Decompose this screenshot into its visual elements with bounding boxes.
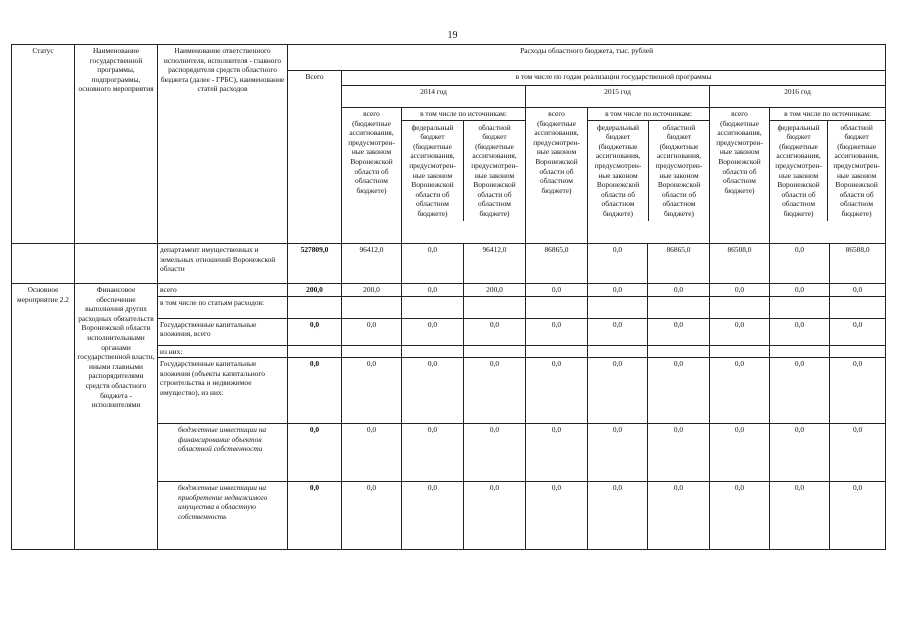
cell-value: 0,0 xyxy=(770,424,830,482)
cell-value: 0,0 xyxy=(288,482,342,550)
cell-value: 0,0 xyxy=(710,424,770,482)
cell-value: 0,0 xyxy=(402,424,464,482)
cell-value: 0,0 xyxy=(288,424,342,482)
cell-value: 86508,0 xyxy=(830,244,886,284)
cell-value: 0,0 xyxy=(526,318,588,345)
cell-value: 0,0 xyxy=(526,284,588,297)
row-label: в том числе по статьям расходов: xyxy=(158,296,288,318)
cell-value: 96412,0 xyxy=(464,244,526,284)
cell-value: 0,0 xyxy=(710,482,770,550)
row-label: бюджетные инвестиции на финансирование объектов областной собственности xyxy=(158,424,288,482)
header-expenses: Расходы областного бюджета, тыс. рублей xyxy=(288,45,886,71)
header-year-2015: 2015 год xyxy=(526,86,710,108)
header-total: Всего xyxy=(288,71,342,244)
cell-value: 96412,0 xyxy=(342,244,402,284)
row-label: всего xyxy=(158,284,288,297)
header-sources: в том числе по источникам: xyxy=(770,108,885,121)
cell-value: 0,0 xyxy=(588,284,648,297)
cell-value: 200,0 xyxy=(342,284,402,297)
header-regional: областной бюджет (бюджетные ассигнования, предусмотрен-ные законом Воронежской области об областном бюджете) xyxy=(471,122,518,218)
cell-value: 0,0 xyxy=(648,358,710,424)
cell-value: 200,0 xyxy=(288,284,342,297)
budget-table xyxy=(11,44,886,550)
header-federal: федеральный бюджет (бюджетные ассигнования, предусмотрен-ные законом Воронежской области об областном бюджете) xyxy=(770,121,828,221)
cell-value: 0,0 xyxy=(526,358,588,424)
header-by-years: в том числе по годам реализации государственной программы xyxy=(342,71,886,86)
cell-value: 0,0 xyxy=(648,424,710,482)
cell-value: 0,0 xyxy=(710,284,770,297)
cell-value: 0,0 xyxy=(770,244,830,284)
cell-value: 0,0 xyxy=(288,318,342,345)
row-label: Государственные капитальные вложения, всего xyxy=(158,318,288,345)
cell-value: 0,0 xyxy=(588,318,648,345)
header-regional: областной бюджет (бюджетные ассигнования, предусмотрен-ные законом Воронежской области об областном бюджете) xyxy=(833,122,880,218)
cell-value: 0,0 xyxy=(288,358,342,424)
header-sub-total: всего (бюджетные ассигнования, предусмотрен-ные законом Воронежской области об областном бюджете) xyxy=(710,108,770,244)
header-sources-block xyxy=(770,108,886,244)
header-sub-total: всего (бюджетные ассигнования, предусмотрен-ные законом Воронежской области об областном бюджете) xyxy=(526,108,588,244)
header-sources: в том числе по источникам: xyxy=(588,108,709,121)
cell-value: 200,0 xyxy=(464,284,526,297)
dept-name: департамент имущественных и земельных отношений Воронежской области xyxy=(158,244,288,284)
table-row xyxy=(12,244,886,284)
row-label: Государственные капитальные вложения (объекты капитального строительства и недвижимое имущество), из них: xyxy=(158,358,288,424)
cell-value: 0,0 xyxy=(648,482,710,550)
header-year-2016: 2016 год xyxy=(710,86,886,108)
cell-value: 0,0 xyxy=(830,358,886,424)
cell-value: 0,0 xyxy=(464,482,526,550)
cell-value: 0,0 xyxy=(402,318,464,345)
cell-value: 0,0 xyxy=(526,482,588,550)
cell-value: 0,0 xyxy=(402,482,464,550)
cell-value: 0,0 xyxy=(770,318,830,345)
cell-value: 0,0 xyxy=(710,358,770,424)
header-regional: областной бюджет (бюджетные ассигнования, предусмотрен-ные законом Воронежской области об областном бюджете) xyxy=(655,122,703,218)
cell-value: 0,0 xyxy=(648,318,710,345)
cell-value: 0,0 xyxy=(402,284,464,297)
header-federal: федеральный бюджет (бюджетные ассигнования, предусмотрен-ные законом Воронежской области об областном бюджете) xyxy=(402,121,464,221)
cell-value: 0,0 xyxy=(342,358,402,424)
cell-value: 0,0 xyxy=(342,318,402,345)
header-federal: федеральный бюджет (бюджетные ассигнования, предусмотрен-ные законом Воронежской области об областном бюджете) xyxy=(588,121,649,221)
header-sources-block xyxy=(402,108,526,244)
cell-value: 86865,0 xyxy=(526,244,588,284)
cell-value: 0,0 xyxy=(648,284,710,297)
header-executor: Наименование ответственного исполнителя, исполнителя - главного распорядителя средств областного бюджета (далее - ГРБС), наименование статей расходов xyxy=(158,45,288,244)
cell-value: 0,0 xyxy=(342,424,402,482)
cell-value: 0,0 xyxy=(588,424,648,482)
cell-value: 0,0 xyxy=(830,424,886,482)
cell-value: 0,0 xyxy=(770,482,830,550)
cell-value: 0,0 xyxy=(402,358,464,424)
row-label: бюджетные инвестиции на приобретение недвижимого имущества в областную собственность xyxy=(158,482,288,550)
measure-name: Финансовое обеспечение выполнения других расходных обязательств Воронежской области исполнительными органами государственной власти, иными главными распорядителями средств областного бюджета - исполнителями xyxy=(75,284,158,550)
cell-value: 0,0 xyxy=(402,244,464,284)
cell-value: 0,0 xyxy=(342,482,402,550)
table-row xyxy=(12,284,886,297)
cell-value: 0,0 xyxy=(464,318,526,345)
header-status: Статус xyxy=(12,45,75,244)
header-sub-total: всего (бюджетные ассигнования, предусмотрен-ные законом Воронежской области об областном бюджете) xyxy=(342,108,402,244)
cell-value: 0,0 xyxy=(830,284,886,297)
cell-value: 0,0 xyxy=(830,318,886,345)
cell-value: 86508,0 xyxy=(710,244,770,284)
cell-value: 0,0 xyxy=(588,482,648,550)
cell-value: 0,0 xyxy=(526,424,588,482)
header-year-2014: 2014 год xyxy=(342,86,526,108)
cell-value: 0,0 xyxy=(588,358,648,424)
measure-status: Основное мероприятие 2.2 xyxy=(12,284,75,550)
cell-value: 0,0 xyxy=(464,424,526,482)
cell-value: 0,0 xyxy=(588,244,648,284)
header-sources: в том числе по источникам: xyxy=(402,108,525,121)
header-program-name: Наименование государственной программы, подпрограммы, основного мероприятия xyxy=(75,45,158,244)
row-label: из них: xyxy=(158,345,288,358)
cell-value: 0,0 xyxy=(464,358,526,424)
page-number: 19 xyxy=(447,30,458,41)
cell-value: 0,0 xyxy=(770,284,830,297)
cell-value: 0,0 xyxy=(830,482,886,550)
cell-value: 527809,0 xyxy=(288,244,342,284)
cell-value: 0,0 xyxy=(710,318,770,345)
cell-value: 86865,0 xyxy=(648,244,710,284)
header-sources-block xyxy=(588,108,710,244)
cell-value: 0,0 xyxy=(770,358,830,424)
